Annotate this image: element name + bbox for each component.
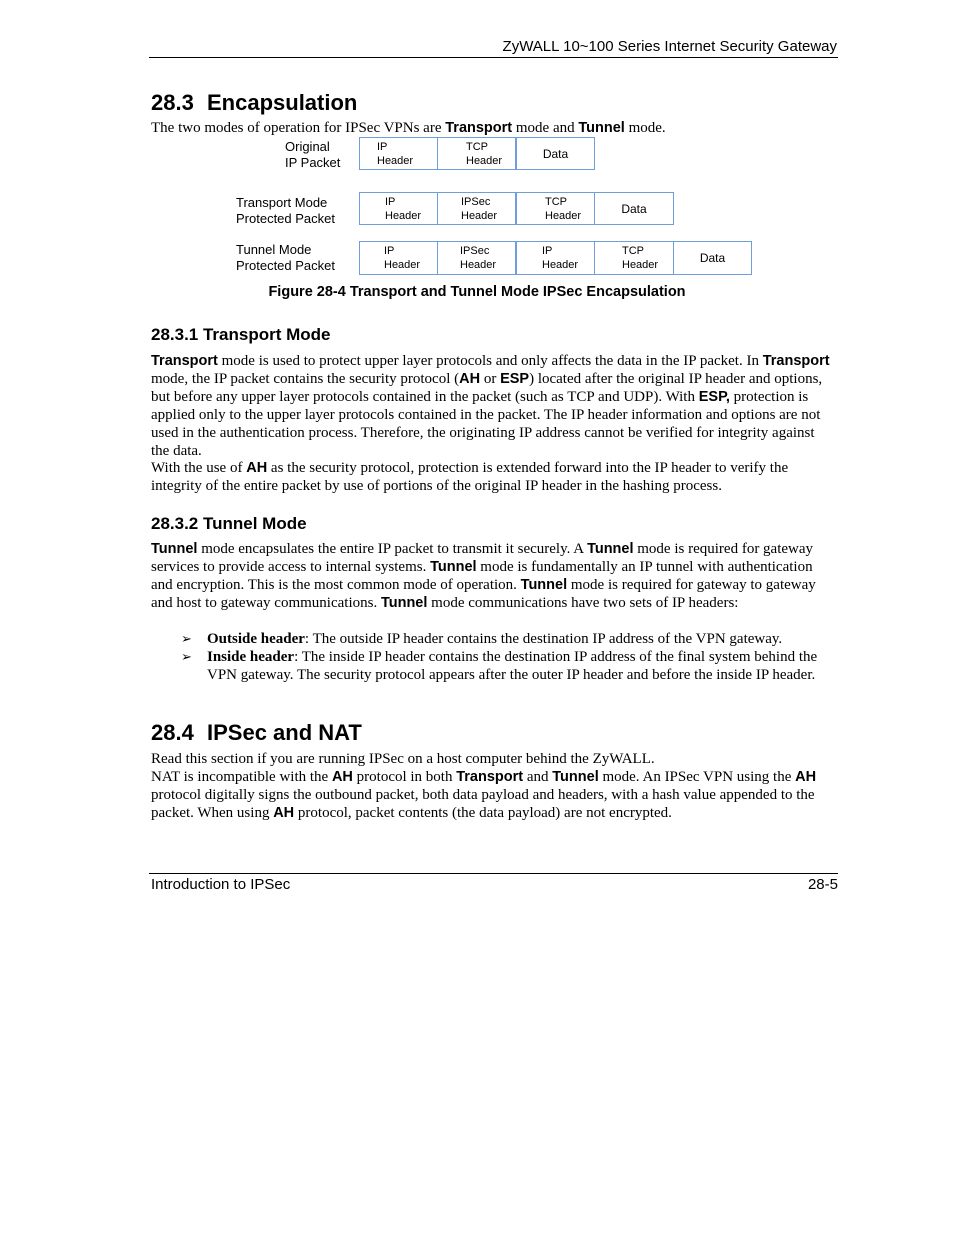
figure-caption: Figure 28-4 Transport and Tunnel Mode IPSec Encapsulation xyxy=(268,284,686,300)
keyword: Tunnel xyxy=(520,577,568,593)
text-run: mode encapsulates the entire IP packet to transmit it securely. A xyxy=(197,541,588,557)
header-rule xyxy=(149,57,838,58)
text-run: mode is fundamentally an IP tunnel with authentication and encryption. This is the most common mode of operation. xyxy=(151,559,813,593)
bullet-text: : The inside IP header contains the destination IP address of the final system behind the VPN gateway. The security protocol appears after the outer IP header and before the inside IP header. xyxy=(207,649,818,683)
text-run: mode. xyxy=(624,120,666,136)
keyword: Tunnel xyxy=(380,595,428,611)
text-run: as the security protocol, protection is extended forward into the IP header to verify the integrity of the entire packet by use of portions of the original IP header in the hashing process. xyxy=(151,460,789,494)
label-line: Tunnel Mode xyxy=(236,242,312,257)
footer-rule xyxy=(149,873,838,874)
text-run: The two modes of operation for IPSec VPNs are xyxy=(151,120,446,136)
keyword: Tunnel xyxy=(430,559,477,575)
keyword: Tunnel xyxy=(587,541,634,557)
row-label-tunnel xyxy=(236,242,335,274)
text-run: or xyxy=(480,371,501,387)
keyword: Transport xyxy=(151,353,218,369)
subsection-heading-28-3-1: 28.3.1 Transport Mode xyxy=(151,325,331,344)
row-label-transport xyxy=(236,195,335,227)
text-run: mode. An IPSec VPN using the xyxy=(598,769,796,785)
text-run: mode and xyxy=(512,120,579,136)
data-box: Data xyxy=(516,137,595,170)
keyword: Transport xyxy=(762,353,830,369)
keyword: AH xyxy=(246,460,268,476)
section-heading-28-3 xyxy=(151,90,357,116)
section-number: 28.4 xyxy=(151,720,194,745)
text-run: mode is required for gateway to gateway and host to gateway communications. xyxy=(151,577,816,611)
text-run: protocol, packet contents (the data payload) are not encrypted. xyxy=(294,805,672,821)
keyword: AH xyxy=(273,805,295,821)
bullet-outside-header xyxy=(207,630,827,648)
footer-page-number: 28-5 xyxy=(807,876,838,893)
ah-transport-paragraph xyxy=(151,459,833,495)
text-run: mode communications have two sets of IP headers: xyxy=(427,595,739,611)
tunnel-mode-paragraph xyxy=(151,540,833,612)
bullet-term: Inside header xyxy=(207,649,295,665)
text-run: and xyxy=(523,769,553,785)
tcp-header-box: TCP Header xyxy=(437,137,516,170)
bullet-term: Outside header xyxy=(207,631,305,647)
section-heading-28-4 xyxy=(151,720,362,746)
section-number: 28.3 xyxy=(151,90,194,115)
text-run: protection is applied only to the upper layer protocols contained in the packet. The IP header information and options are not used in the authentication process. Therefore, the originating IP address cannot be verified for integrity against the data. xyxy=(151,389,821,459)
keyword: AH xyxy=(331,769,353,785)
keyword: Tunnel xyxy=(552,769,599,785)
text-run: NAT is incompatible with the xyxy=(151,769,332,785)
keyword: AH xyxy=(459,371,481,387)
text-run: ) located after the original IP header and options, but before any upper layer protocols contained in the packet (such as TCP and UDP). With xyxy=(151,371,823,405)
label-line: Protected Packet xyxy=(236,211,335,226)
keyword: Tunnel xyxy=(578,120,625,136)
running-header: ZyWALL 10~100 Series Internet Security Gateway xyxy=(502,38,837,55)
row-label-original xyxy=(285,139,340,171)
bullet-arrow-icon: ➢ xyxy=(181,631,192,646)
keyword: ESP xyxy=(500,371,530,387)
ip-header-box: IP Header xyxy=(359,192,438,225)
keyword: Transport xyxy=(456,769,524,785)
footer-chapter: Introduction to IPSec xyxy=(151,876,291,893)
label-line: Transport Mode xyxy=(236,195,328,210)
keyword: Tunnel xyxy=(151,541,198,557)
bullet-text: : The outside IP header contains the destination IP address of the VPN gateway. xyxy=(304,631,783,647)
section-title: IPSec and NAT xyxy=(207,720,362,745)
ipsec-header-box: IPSec Header xyxy=(437,241,516,275)
keyword: ESP, xyxy=(698,389,730,405)
ipsec-nat-intro: Read this section if you are running IPSec on a host computer behind the ZyWALL. xyxy=(151,751,655,767)
bullet-inside-header xyxy=(207,648,827,684)
text-run: With the use of xyxy=(151,460,247,476)
label-line: IP Packet xyxy=(285,155,341,170)
data-box: Data xyxy=(673,241,752,275)
tcp-header-box: TCP Header xyxy=(516,192,595,225)
text-run: protocol in both xyxy=(352,769,457,785)
section-title: Encapsulation xyxy=(207,90,358,115)
ip-header-box: IP Header xyxy=(359,137,438,170)
encapsulation-intro xyxy=(151,119,833,137)
ipsec-header-box: IPSec Header xyxy=(437,192,516,225)
text-run: protocol digitally signs the outbound packet, both data payload and headers, with a hash value appended to the packet. When using xyxy=(151,787,815,821)
keyword: AH xyxy=(795,769,817,785)
transport-mode-paragraph xyxy=(151,352,833,460)
ip-header-box: IP Header xyxy=(359,241,438,275)
inner-ip-header-box: IP Header xyxy=(516,241,595,275)
subsection-heading-28-3-2: 28.3.2 Tunnel Mode xyxy=(151,514,307,533)
text-run: mode, the IP packet contains the security protocol ( xyxy=(151,371,460,387)
bullet-arrow-icon: ➢ xyxy=(181,649,192,664)
keyword: Transport xyxy=(445,120,513,136)
text-run: mode is used to protect upper layer protocols and only affects the data in the IP packet. In xyxy=(217,353,763,369)
data-box: Data xyxy=(594,192,674,225)
tcp-header-box: TCP Header xyxy=(594,241,674,275)
nat-ah-paragraph xyxy=(151,768,833,822)
label-line: Original xyxy=(285,139,330,154)
label-line: Protected Packet xyxy=(236,258,335,273)
text-run: mode is required for gateway services to provide access to internal systems. xyxy=(151,541,814,575)
